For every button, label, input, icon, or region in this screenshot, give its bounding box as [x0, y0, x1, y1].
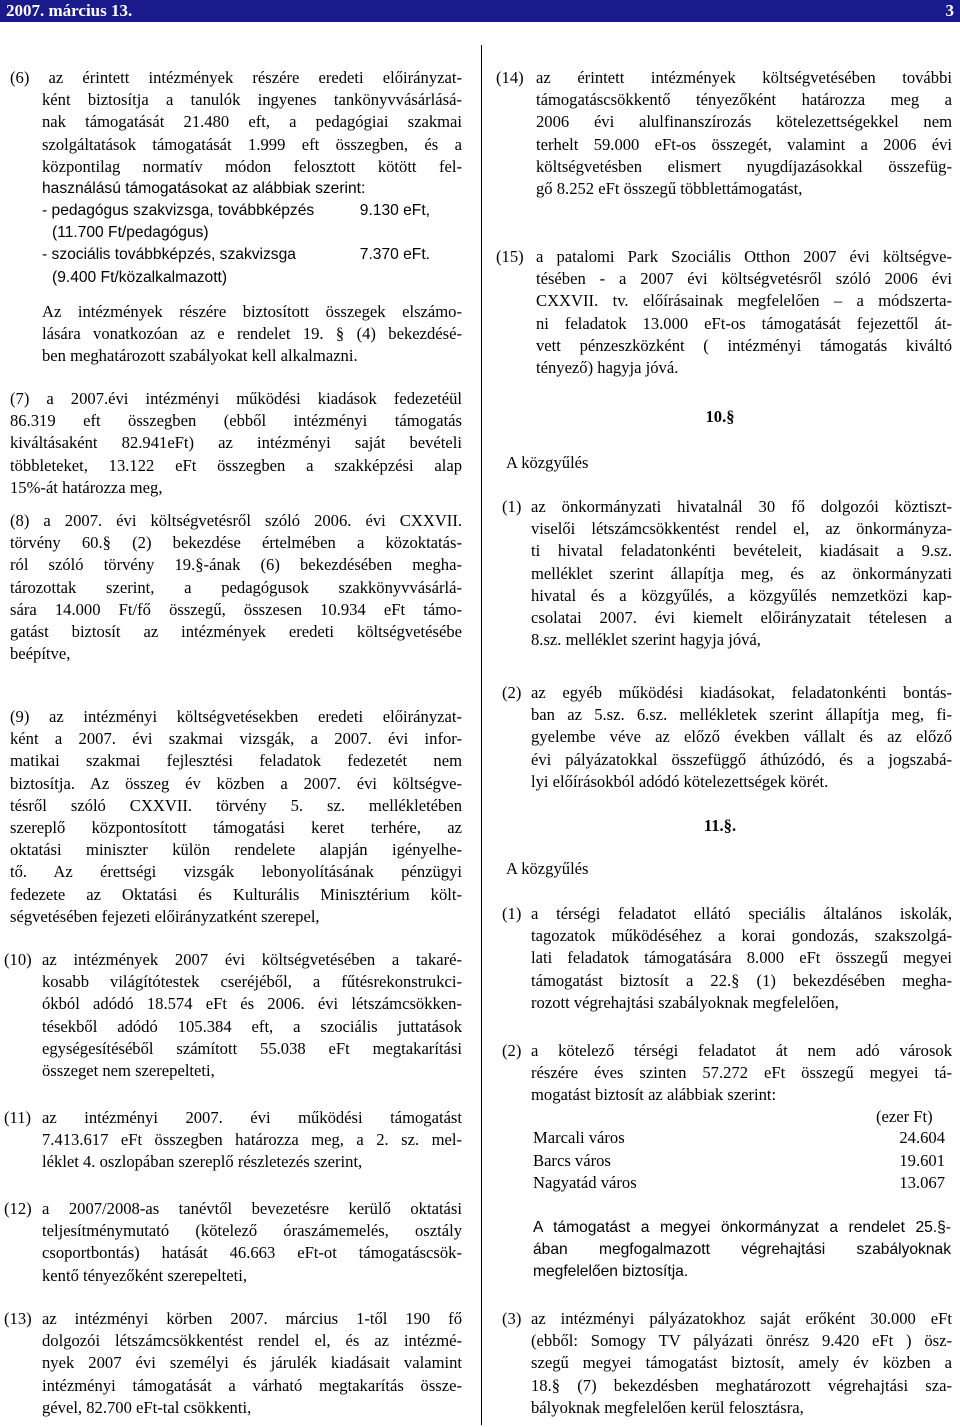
text-line: 2006 évi alulfinanszírozás kötelezettségekkel nem	[536, 112, 952, 132]
text-line: szegű megyei támogatást biztosít, amely év közben a	[531, 1353, 952, 1373]
text-line: intézményi támogatását a várható megtakarítás össze-	[42, 1375, 462, 1395]
table-row	[533, 1150, 945, 1173]
paragraph-6-tail	[42, 301, 462, 368]
text-line: vett pénzeszközként ( intézményi támogatás kiváltó	[536, 335, 952, 355]
city-value: 19.601	[899, 1150, 945, 1170]
section-11-intro: A közgyűlés	[506, 859, 589, 878]
text-line: lására vonatkozóan az e rendelet 19. § (4) bekezdésé-	[42, 324, 462, 344]
paragraph-number: (2)	[502, 683, 522, 702]
text-line: az érintett intézmények költségvetésében további	[536, 68, 952, 87]
paragraph-number: (12)	[4, 1199, 32, 1218]
text-line: tésében - a 2007 évi költségvetésről szóló 2006 évi	[536, 269, 952, 289]
page-number: 3	[945, 1, 954, 20]
paragraph-15	[496, 246, 952, 379]
text-line: matikai szakmai fejlesztési feladatok fedezetét nem	[10, 751, 462, 771]
paragraph-number: (3)	[502, 1309, 522, 1328]
paragraph-number: (1)	[502, 497, 522, 516]
text-line: ban az 5.sz. 6.sz. mellékletek szerint állapítja meg, fi-	[531, 705, 952, 725]
city-value: 13.067	[899, 1173, 945, 1193]
section-11-heading: 11.§.	[703, 816, 737, 835]
paragraph-9	[10, 706, 462, 928]
text-line: egységesítéséből számított 55.038 eFt megtakarítási	[42, 1038, 462, 1058]
text-line: gatást biztosít az intézmények eredeti költségvetésébe	[10, 621, 462, 641]
text-line: az intézményi pályázatokhoz saját erőként 30.000 eFt	[531, 1309, 952, 1328]
text-line: tagozatok működéséhez a korai gondozás, szakszolgá-	[531, 926, 952, 946]
text-line: ról szóló törvény 19.§-ának (6) bekezdésében megha-	[10, 555, 462, 575]
text-line: biztosítja. Az összeg év közben a 2007. évi költségve-	[10, 773, 462, 793]
text-line: nyek 2007 évi személyi és járulék kiadásait valamint	[42, 1353, 462, 1373]
text-line: 86.319 eft összegben (ebből intézményi támogatás	[10, 411, 462, 431]
section-11-item-1	[502, 903, 952, 1014]
section-10-intro: A közgyűlés	[506, 453, 589, 472]
text-line: a patalomi Park Szociális Otthon 2007 évi költségve-	[536, 247, 952, 266]
table-row	[533, 1127, 945, 1150]
funding-item	[42, 200, 430, 222]
text-line: (ebből: Somogy TV pályázati önrész 9.420 eFt ) ösz-	[531, 1331, 952, 1351]
section-10-item-1	[502, 496, 952, 651]
table-unit: (ezer Ft)	[876, 1107, 933, 1126]
text-line: nak támogatását 21.480 eft, a pedagógiai szakmai	[42, 112, 462, 132]
text-line: támogatást biztosít a 22.§ (1) bekezdésében megha-	[531, 970, 952, 990]
paragraph-6	[10, 67, 462, 200]
table-row	[533, 1172, 945, 1195]
funding-item-value: 9.130 eFt,	[359, 202, 430, 219]
paragraph-8	[10, 510, 462, 665]
paragraph-13	[4, 1308, 462, 1419]
text-line: terhelt 59.000 eFt-os összegét, valamint a 2006 évi	[536, 134, 952, 154]
section-10-item-2	[502, 682, 952, 793]
funding-item	[42, 244, 430, 266]
city-support-table	[533, 1127, 945, 1195]
text-line: teljesítménymutató (kötelező óraszámemelés, osztály	[42, 1221, 462, 1241]
text-line: ókból adódó 18.574 eFt és 2006. évi létszámcsökken-	[42, 994, 462, 1014]
text-line: gyelembe véve az előző években vállalt és az előző	[531, 727, 952, 747]
text-line: sára 14.000 Ft/fő összegű, összesen 10.934 eFt támo-	[10, 599, 462, 619]
text-line: használású támogatásokat az alábbiak szerint:	[42, 179, 366, 197]
text-line: a kötelező térségi feladatot át nem adó városok	[531, 1041, 952, 1060]
text-line: évi pályázatokkal összefüggő áthúzódó, és a jogszabá-	[531, 749, 952, 769]
text-line: rozott végrehajtási szabályoknak megfelelően,	[531, 992, 839, 1012]
text-line: viselői létszámcsökkentést rendel el, az önkormányza-	[531, 519, 952, 539]
text-line: tényező) hagyja jóvá.	[536, 357, 679, 377]
text-line: kosabb világítótestek cseréjéből, a fűtésrekonstrukci-	[42, 972, 462, 992]
section-11-item-3	[502, 1308, 952, 1419]
funding-item-label: - szociális továbbképzés, szakvizsga	[42, 246, 296, 264]
text-line: kiváltásaként 82.941eFt) az intézményi saját bevételi	[10, 433, 462, 453]
text-line: A támogatást a megyei önkormányzat a rendelet 25.§-	[533, 1219, 951, 1236]
text-line: központilag normatív módon felosztott kötött fel-	[42, 156, 462, 176]
text-line: (6) az érintett intézmények részére eredeti előirányzat-	[10, 68, 462, 87]
paragraph-7	[10, 388, 462, 499]
text-line: (7) a 2007.évi intézményi működési kiadások fedezetéül	[10, 389, 462, 408]
text-line: ni feladatok 13.000 eFt-os támogatását fejezettől át-	[536, 313, 952, 333]
text-line: dolgozói létszámcsökkentést rendel el, és az intézmé-	[42, 1331, 462, 1351]
text-line: ben meghatározott szabályokat kell alkalmazni.	[42, 346, 358, 366]
text-line: (9) az intézményi költségvetésekben eredeti előirányzat-	[10, 707, 462, 726]
paragraph-12	[4, 1198, 462, 1287]
text-line: tő. Az érettségi vizsgák lebonyolításának pénzügyi	[10, 862, 462, 882]
page-header	[0, 0, 960, 22]
section-11-item-2	[502, 1040, 952, 1107]
text-line: az intézmények 2007 évi költségvetésében a takaré-	[42, 950, 462, 969]
text-line: csolatai 2007. évi kiemelt előirányzatait tételesen a	[531, 607, 952, 627]
city-value: 24.604	[899, 1128, 945, 1148]
text-line: ként a 2007. évi szakmai vizsgák, a 2007. évi infor-	[10, 729, 462, 749]
funding-item-note: (11.700 Ft/pedagógus)	[52, 224, 209, 242]
text-line: megfelelően biztosítja.	[533, 1263, 689, 1281]
paragraph-number: (11)	[4, 1108, 32, 1127]
text-line: az önkormányzati hivatalnál 30 fő dolgozói köztiszt-	[531, 497, 952, 516]
text-line: (8) a 2007. évi költségvetésről szóló 2006. évi CXXVII.	[10, 511, 462, 530]
city-name: Marcali város	[533, 1128, 625, 1148]
text-line: 8.sz. melléklet szerint hagyja jóvá,	[531, 630, 761, 650]
funding-item-label: - pedagógus szakvizsga, továbbképzés	[42, 202, 315, 219]
text-line: ségvetésében fejezeti előirányzatként szerepel,	[10, 906, 320, 926]
text-line: bályoknak megfelelően kerül felosztásra,	[531, 1397, 804, 1417]
section-10-heading: 10.§	[705, 407, 735, 426]
text-line: csoportbontás) hatását 46.663 eFt-ot támogatáscsök-	[42, 1243, 462, 1263]
paragraph-number: (1)	[502, 904, 522, 923]
text-line: támogatáscsökkentő tényezőként határozza meg a	[536, 90, 952, 110]
text-line: hivatal és a közgyűlés, a közgyűlés nemzetközi kap-	[531, 585, 952, 605]
text-line: gő 8.252 eFt összegű többlettámogatást,	[536, 178, 803, 198]
text-line: szereplő központosított támogatási keret terhére, az	[10, 817, 462, 837]
text-line: 15%-át határozza meg,	[10, 477, 163, 497]
paragraph-10	[4, 949, 462, 1082]
paragraph-number: (10)	[4, 950, 32, 969]
text-line: oktatási miniszter külön rendelete alapján igényelhe-	[10, 840, 462, 860]
text-line: részére éves szinten 57.272 eFt összegű megyei tá-	[531, 1063, 952, 1083]
paragraph-number: (13)	[4, 1309, 32, 1328]
text-line: tározottak szerint, a pedagógusok szakkönyvvásárlá-	[10, 577, 462, 597]
text-line: beépítve,	[10, 644, 71, 664]
text-line: az intézményi körben 2007. március 1-től 190 fő	[42, 1309, 462, 1328]
text-line: többleteket, 13.122 eFt összegben a szakképzési alap	[10, 455, 462, 475]
text-line: lyi előírásokból adódó kötelezettségek körét.	[531, 771, 829, 791]
text-line: 18.§ (7) bekezdésben meghatározott végrehajtási sza-	[531, 1375, 952, 1395]
funding-items	[42, 200, 462, 289]
text-line: szolgáltatások támogatását 1.999 eft összegben, és a	[42, 134, 462, 154]
text-line: kentő tényezőként szerepelteti,	[42, 1265, 248, 1285]
paragraph-11	[4, 1107, 462, 1174]
text-line: léklet 4. oszlopában szereplő részletezés szerint,	[42, 1152, 363, 1172]
city-name: Barcs város	[533, 1150, 611, 1170]
text-line: mogatást biztosít az alábbiak szerint:	[531, 1085, 777, 1105]
text-line: gével, 82.700 eFt-tal csökkenti,	[42, 1397, 252, 1417]
text-line: CXXVII. tv. előírásainak megfelelően – a módszerta-	[536, 291, 952, 311]
paragraph-number: (14)	[496, 68, 524, 87]
text-line: költségvetésben elismert nyugdíjazásokkal összefüg-	[536, 156, 952, 176]
text-line: törvény 60.§ (2) bekezdése értelmében a közoktatás-	[10, 533, 462, 553]
text-line: összeget nem szerepelteti,	[42, 1060, 215, 1080]
text-line: tésekből adódó 105.384 eft, a szociális juttatások	[42, 1016, 462, 1036]
text-line: 7.413.617 eFt összegben határozza meg, a 2. sz. mel-	[42, 1130, 462, 1150]
column-divider	[481, 45, 482, 1425]
text-line: lati feladatok támogatására 8.000 eFt összegű megyei	[531, 948, 952, 968]
text-line: melléklet szerint állapítja meg, és az önkormányzati	[531, 563, 952, 583]
text-line: ti hivatal feladatonkénti bevételeit, kiadásait a 9.sz.	[531, 541, 952, 561]
text-line: ként biztosítja a tanulók ingyenes tankönyvvásárlásá-	[42, 90, 462, 110]
text-line: a 2007/2008-as tanévtől bevezetésre kerülő oktatási	[42, 1199, 462, 1218]
paragraph-14	[496, 67, 952, 200]
page-date: 2007. március 13.	[6, 1, 133, 20]
text-line: a térségi feladatot ellátó speciális általános iskolák,	[531, 904, 952, 923]
text-line: az intézményi 2007. évi működési támogatást	[42, 1108, 462, 1127]
city-name: Nagyatád város	[533, 1173, 637, 1193]
section-11-item-2-tail	[533, 1217, 951, 1284]
paragraph-number: (2)	[502, 1041, 522, 1060]
text-line: fedezete az Oktatási és Kulturális Minisztérium költ-	[10, 884, 462, 904]
funding-item-note: (9.400 Ft/közalkalmazott)	[52, 268, 228, 286]
text-line: tésről szóló CXXVII. törvény 5. sz. mellékletében	[10, 795, 462, 815]
paragraph-number: (15)	[496, 247, 524, 266]
funding-item-value: 7.370 eFt.	[359, 246, 430, 264]
text-line: ában megfogalmazott végrehajtási szabályoknak	[533, 1241, 951, 1259]
text-line: Az intézmények részére biztosított összegek elszámo-	[42, 302, 462, 321]
text-line: az egyéb működési kiadásokat, feladatonkénti bontás-	[531, 683, 952, 702]
